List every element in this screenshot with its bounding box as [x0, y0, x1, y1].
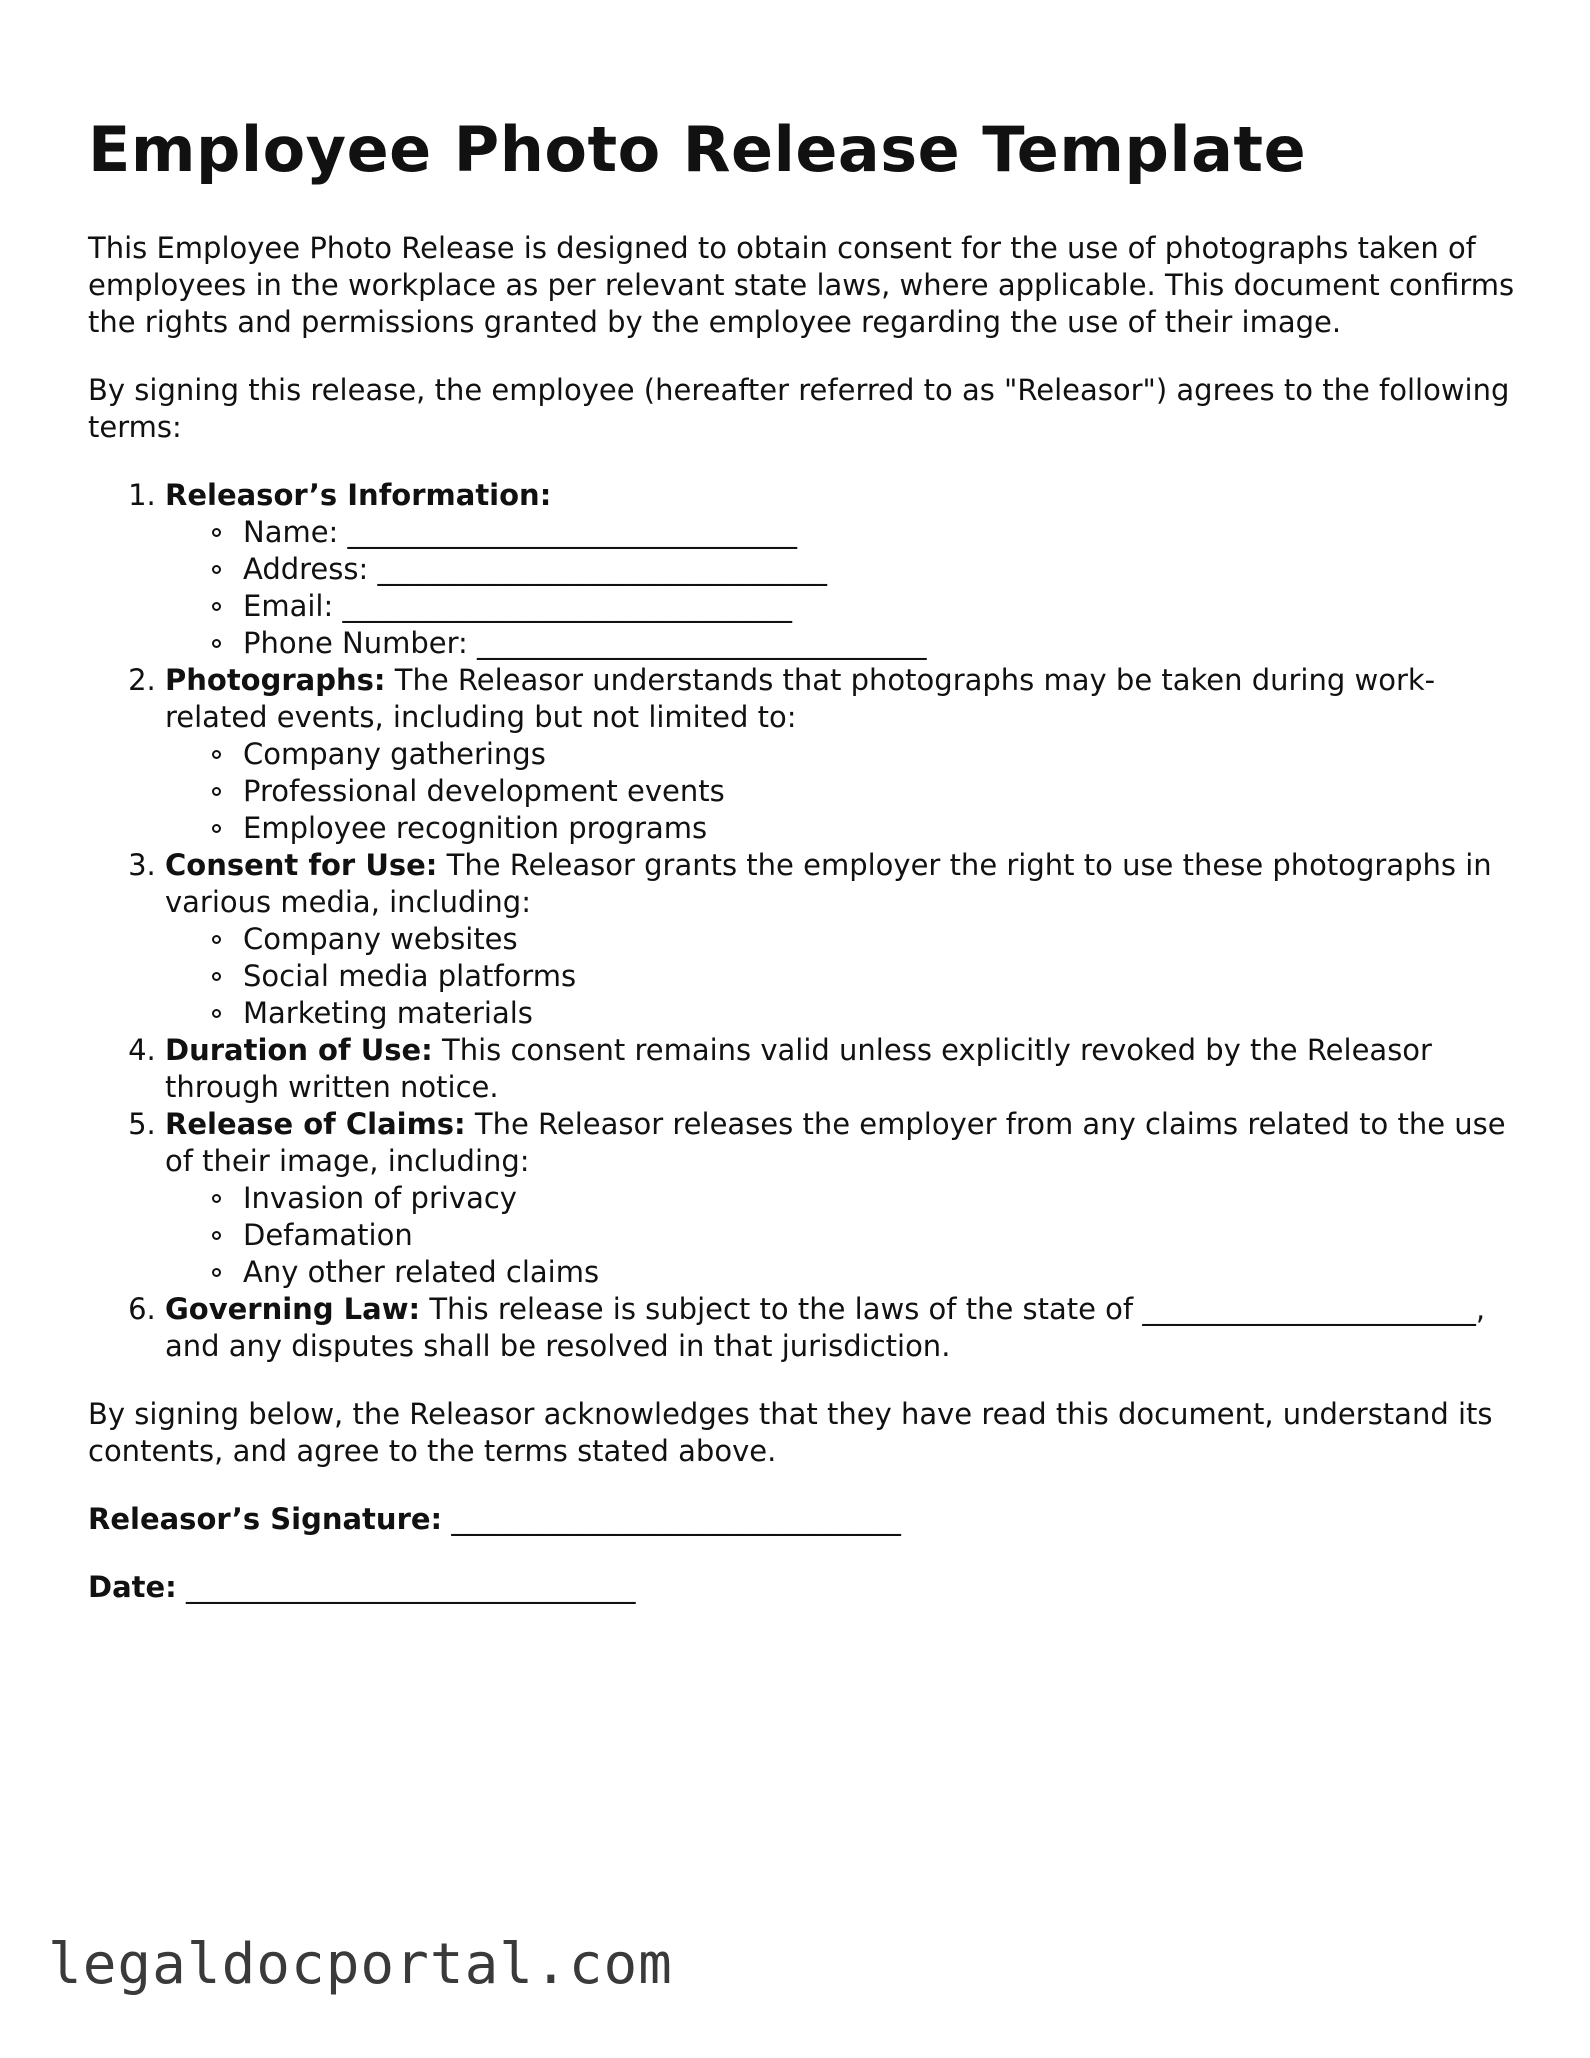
document-page — [88, 108, 1518, 1637]
term-consent-for-use — [165, 847, 1518, 1032]
claims-list — [165, 1180, 1518, 1291]
phone-number-field: Phone Number: _______________________________ — [243, 625, 1518, 662]
date-label: Date: — [88, 1570, 177, 1604]
acknowledgement-paragraph: By signing below, the Releasor acknowledges that they have read this document, understand its contents, and agree to the terms stated above. — [88, 1397, 1493, 1468]
signature-line — [88, 1501, 1518, 1538]
list-item: Marketing materials — [243, 995, 1518, 1032]
term-text: The Releasor understands that photographs may be taken during work-related events, including but not limited to: — [165, 663, 1436, 734]
list-item: Professional development events — [243, 773, 1518, 810]
releasor-info-fields — [165, 514, 1518, 662]
term-text: The Releasor releases the employer from any claims related to the use of their image, including: — [165, 1107, 1506, 1178]
email-field: Email: _______________________________ — [243, 588, 1518, 625]
list-item: Social media platforms — [243, 958, 1518, 995]
intro-paragraph: This Employee Photo Release is designed to obtain consent for the use of photographs taken of employees in the workplace as per relevant state laws, where applicable. This document confirms the rights and permissions granted by the employee regarding the use of their image. — [88, 231, 1515, 339]
term-heading: Duration of Use: — [165, 1033, 433, 1067]
date-line — [88, 1569, 1518, 1606]
list-item: Invasion of privacy — [243, 1180, 1518, 1217]
term-release-of-claims — [165, 1106, 1518, 1291]
list-item: Defamation — [243, 1217, 1518, 1254]
term-text: This consent remains valid unless explicitly revoked by the Releasor through written notice. — [165, 1033, 1432, 1104]
photograph-events-list — [165, 736, 1518, 847]
name-field: Name: _______________________________ — [243, 514, 1518, 551]
signature-blank: _______________________________ — [442, 1502, 901, 1536]
term-governing-law — [165, 1291, 1518, 1365]
media-list — [165, 921, 1518, 1032]
term-text: This release is subject to the laws of the state of _______________________, and any disputes shall be resolved in that jurisdiction. — [165, 1292, 1486, 1363]
term-photographs — [165, 662, 1518, 847]
address-field: Address: _______________________________ — [243, 551, 1518, 588]
term-heading: Release of Claims: — [165, 1107, 466, 1141]
footer-logo: legaldocportal.com — [48, 1932, 673, 1997]
term-heading: Photographs: — [165, 663, 386, 697]
terms-list — [88, 477, 1518, 1365]
list-item: Employee recognition programs — [243, 810, 1518, 847]
term-heading: Governing Law: — [165, 1292, 421, 1326]
signature-label: Releasor’s Signature: — [88, 1502, 443, 1536]
term-text: The Releasor grants the employer the right to use these photographs in various media, including: — [165, 848, 1492, 919]
list-item: Company gatherings — [243, 736, 1518, 773]
list-item: Any other related claims — [243, 1254, 1518, 1291]
term-releasor-information — [165, 477, 1518, 662]
term-duration-of-use — [165, 1032, 1518, 1106]
list-item: Company websites — [243, 921, 1518, 958]
document-title: Employee Photo Release Template — [88, 113, 1307, 186]
agreement-paragraph: By signing this release, the employee (hereafter referred to as "Releasor") agrees to the following terms: — [88, 373, 1510, 444]
term-heading: Releasor’s Information: — [165, 478, 552, 512]
term-heading: Consent for Use: — [165, 848, 438, 882]
date-blank: _______________________________ — [176, 1570, 636, 1604]
